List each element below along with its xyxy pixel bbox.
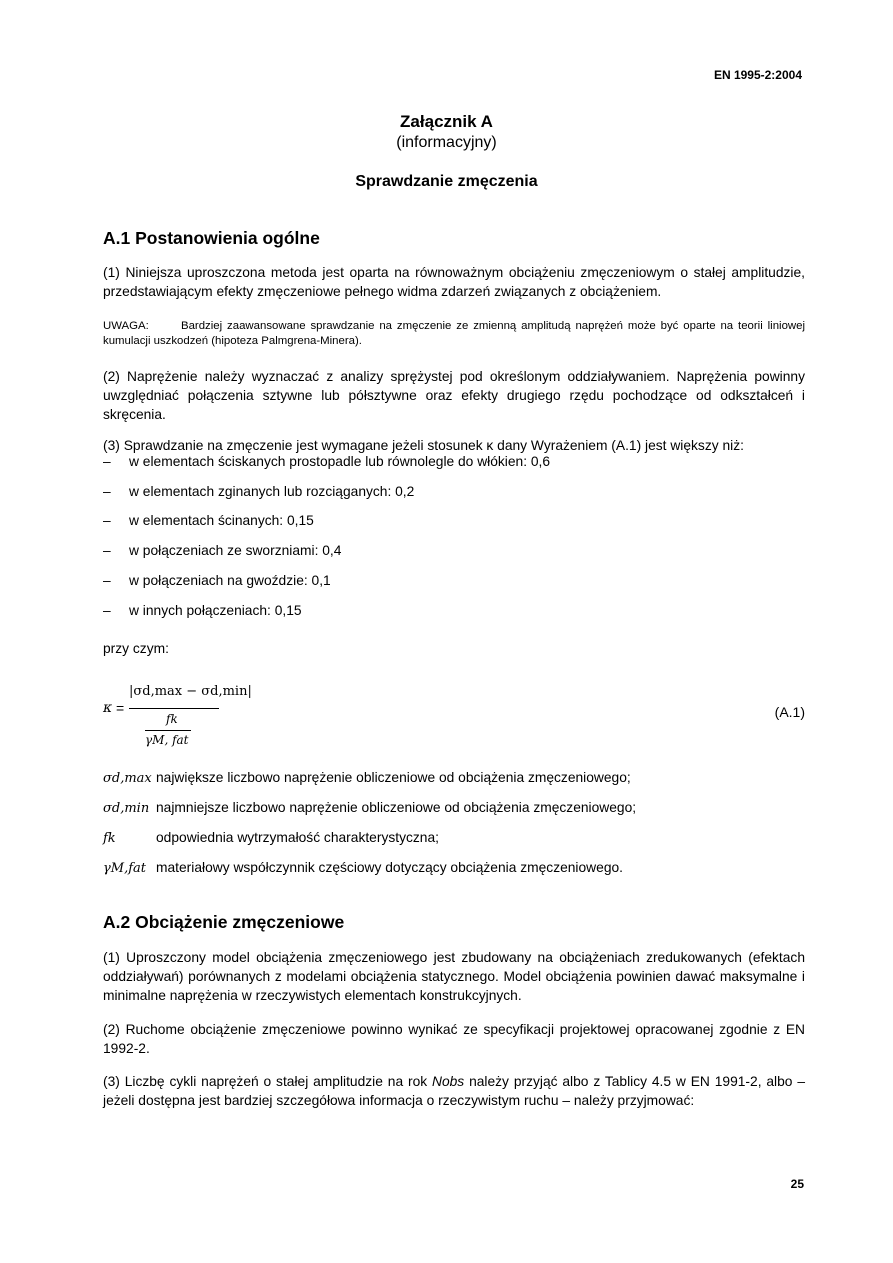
list-item-text: w innych połączeniach: 0,15 xyxy=(129,603,302,618)
symbol-description: odpowiednia wytrzymałość charakterystyczna; xyxy=(156,830,439,845)
a2-p3-start: (3) Liczbę cykli naprężeń o stałej amplitudzie na rok xyxy=(103,1074,432,1089)
formula-denominator-top: fk xyxy=(166,712,178,726)
a2-paragraph-3 xyxy=(103,1072,805,1110)
a1-paragraph-3: (3) Sprawdzanie na zmęczenie jest wymagane jeżeli stosunek κ dany Wyrażeniem (A.1) jest większy niż: xyxy=(103,438,744,453)
where-label: przy czym: xyxy=(103,641,169,656)
a2-p3-end: należy przyjąć albo z Tablicy 4.5 w EN 1991-2, albo – jeżeli dostępna jest bardziej szczegółowa informacja o rzeczywistym ruchu – należy przyjmować: xyxy=(103,1074,806,1108)
sub-fraction-bar xyxy=(145,730,191,731)
formula-denominator-bottom: γM, fat xyxy=(145,733,189,747)
standard-code: EN 1995-2:2004 xyxy=(713,68,802,82)
list-dash: – xyxy=(103,543,111,558)
note-label: UWAGA: xyxy=(103,320,149,332)
section-a2-heading: A.2 Obciążenie zmęczeniowe xyxy=(103,912,345,932)
list-item xyxy=(103,543,341,558)
list-dash: – xyxy=(103,484,111,499)
formula-a1 xyxy=(103,684,805,754)
symbol: σd,max xyxy=(103,771,152,786)
fraction-bar xyxy=(129,708,219,709)
symbol-description: najmniejsze liczbowo naprężenie obliczeniowe od obciążenia zmęczeniowego; xyxy=(156,800,637,815)
symbol-definition xyxy=(103,830,439,846)
list-item-text: w elementach ścinanych: 0,15 xyxy=(129,513,314,528)
list-dash: – xyxy=(103,603,111,618)
symbol-definition xyxy=(103,800,636,816)
a1-paragraph-2: (2) Naprężenie należy wyznaczać z analizy sprężystej pod określonym oddziaływaniem. Naprężenia powinny uwzględniać połączenia sztywne lub półsztywne oraz efekty drugiego rzędu pochodzące od odkształceń i skręcenia. xyxy=(103,369,805,422)
symbol: σd,min xyxy=(103,801,150,816)
n-obs-symbol: Nobs xyxy=(432,1074,465,1089)
symbol-description: materiałowy współczynnik częściowy dotyczący obciążenia zmęczeniowego. xyxy=(156,860,623,875)
symbol-description: największe liczbowo naprężenie obliczeniowe od obciążenia zmęczeniowego; xyxy=(156,770,631,785)
section-a1-heading: A.1 Postanowienia ogólne xyxy=(103,228,320,248)
symbol: γM,fat xyxy=(103,861,146,876)
list-item xyxy=(103,603,302,618)
page-number: 25 xyxy=(790,1177,804,1191)
annex-title: Załącznik A xyxy=(400,112,493,131)
annex-heading: Sprawdzanie zmęczenia xyxy=(355,173,538,190)
list-item-text: w elementach zginanych lub rozciąganych: 0,2 xyxy=(129,484,415,499)
a1-note xyxy=(103,319,805,349)
symbol-definition xyxy=(103,860,623,876)
formula-equals: = xyxy=(116,700,125,716)
symbol: fk xyxy=(103,831,116,846)
list-item xyxy=(103,513,314,528)
list-dash: – xyxy=(103,573,111,588)
list-item-text: w połączeniach ze sworzniami: 0,4 xyxy=(129,543,342,558)
a2-paragraph-1: (1) Uproszczony model obciążenia zmęczeniowego jest zbudowany na obciążeniach zredukowanych (efektach oddziaływań) porównanych z modelami obciążenia statycznego. Model obciążenia powinien dawać maksymalne i minimalne naprężenia w rzeczywistych elementach konstrukcyjnych. xyxy=(103,950,805,1003)
formula-number: (A.1) xyxy=(774,704,805,720)
list-dash: – xyxy=(103,513,111,528)
symbol-definition xyxy=(103,770,631,786)
list-item xyxy=(103,573,331,588)
list-item xyxy=(103,484,414,499)
a2-paragraph-2: (2) Ruchome obciążenie zmęczeniowe powinno wynikać ze specyfikacji projektowej opracowanej zgodnie z EN 1992-2. xyxy=(103,1022,805,1056)
formula-numerator: |σd,max − σd,min| xyxy=(129,684,252,699)
list-dash: – xyxy=(103,454,111,469)
list-item-text: w połączeniach na gwoździe: 0,1 xyxy=(129,573,331,588)
list-item-text: w elementach ściskanych prostopadle lub równolegle do włókien: 0,6 xyxy=(129,454,551,469)
note-text: Bardziej zaawansowane sprawdzanie na zmęczenie ze zmienną amplitudą naprężeń może być oparte na teorii liniowej kumulacji uszkodzeń (hipoteza Palmgrena-Minera). xyxy=(103,320,805,347)
list-item xyxy=(103,454,550,469)
annex-subtitle: (informacyjny) xyxy=(396,134,497,151)
formula-lhs: κ xyxy=(103,700,113,716)
a1-paragraph-1: (1) Niniejsza uproszczona metoda jest oparta na równoważnym obciążeniu zmęczeniowym o stałej amplitudzie, przedstawiającym efekty zmęczeniowe pełnego widma zdarzeń związanych z obciążeniem. xyxy=(103,265,805,299)
